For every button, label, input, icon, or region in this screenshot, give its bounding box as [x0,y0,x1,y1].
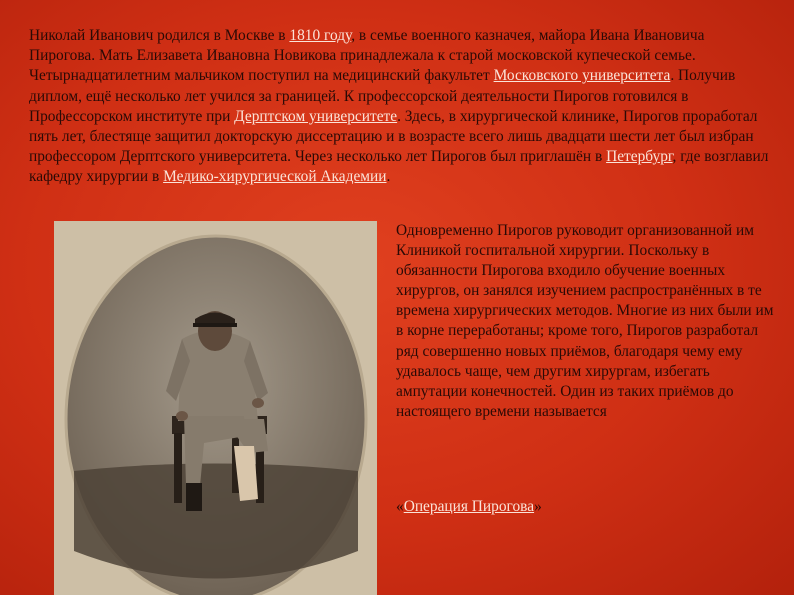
open-quote: « [396,498,404,515]
link-petersburg[interactable]: Петербург [606,148,673,166]
photo-illustration [54,221,377,595]
biography-paragraph [29,26,769,188]
bio-text-6: . [386,168,391,186]
floor [74,464,358,579]
bio-text-5: , где возглавил кафедру хирургии в [29,148,769,186]
vintage-photo [54,221,377,595]
bio-text-3: . Получив диплом, ещё несколько лет учился за границей. К профессорской деятельности Пирогов готовился в Профессорском институте при [29,67,736,125]
close-quote: » [534,498,542,515]
link-dorpat-university[interactable]: Дерптском университете [234,107,398,125]
surgery-paragraph: Одновременно Пирогов руководит организованной им Клиникой госпитальной хирургии. Поскольку в обязанности Пирогова входило обучение военных хирургов, он занялся изучением распространённых в те времена хирургических методов. Многие из них были им в корне переработаны; кроме того, Пирогов разработал ряд совершенно новых приёмов, благодаря чему ему удавалось чаще, чем другим хирургам, избегать ампутации конечностей. Один из таких приёмов до настоящего времени называется [396,222,774,420]
link-pirogov-operation[interactable]: Операция Пирогова [403,498,535,515]
bio-text-2: , в семье военного казначея, майора Ивана Ивановича Пирогова. Мать Елизавета Ивановна Новикова принадлежала к старой московской купеческой семье. Четырнадцатилетним мальчиком поступил на медицинский факультет [29,27,705,85]
link-moscow-university[interactable]: Московского университета [493,67,671,85]
operation-line [396,497,776,517]
bio-text-1: Николай Иванович родился в Москве в [29,27,290,44]
link-1810-year[interactable]: 1810 году [289,27,352,44]
link-medical-surgical-academy[interactable]: Медико-хирургической Академии [163,168,387,186]
bio-text-4: . Здесь, в хирургической клинике, Пирогов проработал пять лет, блестяще защитил докторскую диссертацию и в возрасте всего лишь двадцати шести лет был избран профессором Дерптского университета. Через несколько лет Пирогов был приглашён в [29,107,758,166]
boot [186,483,202,511]
